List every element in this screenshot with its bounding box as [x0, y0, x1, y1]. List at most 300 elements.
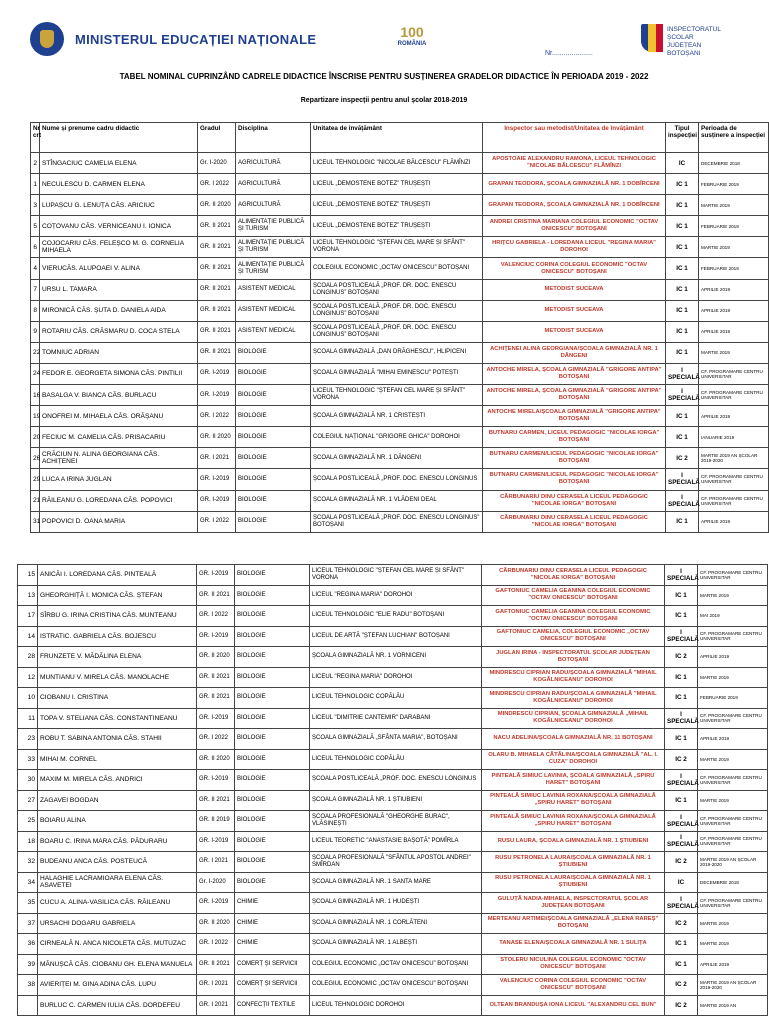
row-discipline: ALIMENTAȚIE PUBLICĂ ȘI TURISM	[236, 216, 311, 237]
row-grade: GR. II 2021	[197, 667, 235, 688]
row-nr: 38	[18, 975, 38, 996]
row-unit: ȘCOALA GIMNAZIALĂ NR. 1 CRISTEȘTI	[311, 406, 483, 427]
table-body-page2	[18, 565, 768, 1016]
row-unit: LICEUL TEHNOLOGIC "ȘTEFAN CEL MARE ȘI SFÂNT" VORONA	[310, 565, 482, 586]
row-period: APRILIE 2019	[698, 647, 768, 668]
table-row	[18, 626, 768, 647]
row-discipline: BIOLOGIE	[235, 729, 310, 750]
row-unit: ȘCOALA POSTLICEALĂ „PROF. DR. DOC. ENESCU LONGINUS” BOTOȘANI	[311, 279, 483, 300]
row-grade: GR. I-2019	[197, 770, 235, 791]
row-nr: 3	[31, 195, 40, 216]
romania-centenary-logo	[392, 24, 432, 58]
table-row	[31, 469, 769, 490]
row-type: IC 2	[665, 975, 698, 996]
row-grade: GR. I-2019	[198, 490, 236, 511]
row-nr: 11	[18, 708, 38, 729]
row-grade: GR. II 2021	[198, 321, 236, 342]
row-period: APRILIE 2019	[698, 954, 768, 975]
header-discipline: Disciplina	[236, 123, 311, 153]
row-nr: 6	[31, 237, 40, 258]
row-discipline: AGRICULTURĂ	[236, 195, 311, 216]
row-type: IC 1	[666, 195, 699, 216]
row-name: ANICĂI I. LOREDANA CĂS. PINTEALĂ	[38, 565, 197, 586]
ministry-name: MINISTERUL EDUCAȚIEI NAȚIONALE	[75, 32, 317, 47]
centenary-text: ROMÂNIA	[397, 41, 427, 47]
row-inspector: RUSU PETRONELA LAURA/ȘCOALA GIMNAZIALĂ NR. 1 ȘTIUBIENI	[482, 872, 665, 893]
row-unit: ȘCOALA GIMNAZIALĂ NR. 1 SANTA MARE	[310, 872, 482, 893]
row-grade: GR. I 2021	[198, 448, 236, 469]
header-name: Nume și prenume cadru didactic	[40, 123, 198, 153]
candidates-table-page2	[17, 564, 768, 1016]
row-inspector: VALENCIUC CORINA COLEGIUL ECONOMIC "OCTAV ONICESCU" BOTOȘANI	[483, 258, 666, 279]
row-unit: ȘCOALA GIMNAZIALĂ NR. 1 VLĂDENI DEAL	[311, 490, 483, 511]
row-name: LUPAȘCU G. LENUȚA CĂS. ARICIUC	[40, 195, 198, 216]
table-row	[18, 565, 768, 586]
row-inspector: GAFTONIUC CAMELIA GEANINA COLEGIUL ECONOMIC "OCTAV ONICESCU" BOTOȘANI	[482, 585, 665, 606]
row-type: IC 2	[665, 852, 698, 873]
row-nr: 16	[31, 385, 40, 406]
row-inspector: HRIȚCU GABRIELA - LOREDANA LICEUL "REGINA MARIA" DOROHOI	[483, 237, 666, 258]
row-nr: 31	[31, 511, 40, 532]
row-grade: GR. II 2021	[198, 216, 236, 237]
row-name: COJOCARIU CĂS. FELEȘCO M. G. CORNELIA MIHAELA	[40, 237, 198, 258]
row-discipline: BIOLOGIE	[235, 626, 310, 647]
row-inspector: MINDRESCU CIPRIAN RADU/ȘCOALA GIMNAZIALĂ "MIHAIL KOGĂLNICEANU" DOROHOI	[482, 667, 665, 688]
row-nr: 30	[18, 770, 38, 791]
row-unit: LICEUL TEHNOLOGIC "ȘTEFAN CEL MARE ȘI SFÂNT" VORONA	[311, 237, 483, 258]
row-discipline: AGRICULTURĂ	[236, 174, 311, 195]
table-row	[31, 216, 769, 237]
row-discipline: AGRICULTURĂ	[236, 153, 311, 174]
row-grade: GR. I 2022	[197, 606, 235, 627]
row-discipline: CHIMIE	[235, 913, 310, 934]
row-unit: ȘCOALA GIMNAZIALĂ „SFÂNTA MARIA", BOTOȘANI	[310, 729, 482, 750]
row-name: ZAGAVEI BOGDAN	[38, 790, 197, 811]
row-period: CF. PROGRAMARE CENTRU UNIVERSITAR	[699, 469, 769, 490]
row-inspector: ACHIȚENEI ALINA GEORGIANA/ȘCOALA GIMNAZIALĂ NR. 1 DĂNGENI	[483, 342, 666, 363]
row-period: DECEMBRIE 2018	[698, 872, 768, 893]
row-nr: 5	[31, 216, 40, 237]
row-unit: ȘCOALA POSTLICEALĂ „PROF. DR. DOC. ENESCU LONGINUS” BOTOȘANI	[311, 300, 483, 321]
row-name: GHEORGHIȚĂ I. MONICA CĂS. ȘTEFAN	[38, 585, 197, 606]
row-inspector: GULUȚĂ NADIA-MIHAELA, INSPECTORATUL ȘCOLAR JUDEȚEAN BOTOȘANI	[482, 893, 665, 914]
row-grade: GR. I 2022	[197, 934, 235, 955]
row-type: IC	[665, 872, 698, 893]
row-type: IC 2	[665, 913, 698, 934]
row-type: IC 1	[665, 606, 698, 627]
row-type: IC 1	[666, 237, 699, 258]
row-type: IC 1	[666, 321, 699, 342]
table-row	[18, 708, 768, 729]
row-nr: 29	[31, 469, 40, 490]
row-unit: ȘCOALA GIMNAZIALĂ NR. 1 DĂNGENI	[311, 448, 483, 469]
row-nr: 32	[18, 852, 38, 873]
table-row	[18, 667, 768, 688]
row-nr: 15	[18, 565, 38, 586]
row-name: FEDOR E. GEORGETA SIMONA CĂS. PINTILII	[40, 363, 198, 384]
table-header-row	[31, 123, 769, 153]
row-period: MARTIE 2019 AN ȘCOLAR 2019-2020	[699, 448, 769, 469]
row-inspector: BUTNARU CARMEN/LICEUL PEDAGOGIC "NICOLAE IORGA" BOTOȘANI	[483, 469, 666, 490]
row-period: APRILIE 2019	[699, 321, 769, 342]
row-nr: 10	[18, 688, 38, 709]
row-nr: 9	[31, 321, 40, 342]
row-grade: GR. II 2020	[197, 913, 235, 934]
row-discipline: BIOLOGIE	[235, 831, 310, 852]
row-discipline: BIOLOGIE	[235, 708, 310, 729]
row-unit: ȘCOALA POSTLICEALĂ „PROF. DOC. ENESCU LONGINUS” BOTOȘANI	[311, 511, 483, 532]
row-period: APRILIE 2019	[699, 406, 769, 427]
table-row	[18, 790, 768, 811]
row-discipline: BIOLOGIE	[236, 427, 311, 448]
row-period: FEBRUARIE 2019	[698, 688, 768, 709]
row-unit: LICEUL TEHNOLOGIC COPĂLĂU	[310, 749, 482, 770]
isj-line: ȘCOLAR	[667, 34, 694, 41]
row-name: CIRNEALĂ N. ANCA NICOLETA CĂS. MUTUZAC	[38, 934, 197, 955]
table-row	[31, 490, 769, 511]
row-grade: GR. I-2019	[198, 385, 236, 406]
row-unit: ȘCOALA POSTLICEALĂ „PROF. DOC. ENESCU LONGINUS	[310, 770, 482, 791]
row-type: I SPECIALĂ	[666, 469, 699, 490]
row-name: ROBU T. SABINA ANTONIA CĂS. STAHII	[38, 729, 197, 750]
row-period: APRILIE 2019	[699, 511, 769, 532]
row-inspector: RUSU PETRONELA LAURA/ȘCOALA GIMNAZIALĂ NR. 1 ȘTIUBIENI	[482, 852, 665, 873]
row-unit: LICEUL TEHNOLOGIC "ȘTEFAN CEL MARE ȘI SFÂNT" VORONA	[311, 385, 483, 406]
row-type: IC 1	[666, 342, 699, 363]
header-type: Tipul inspecției	[666, 123, 699, 153]
row-period: MARTIE 2019	[698, 934, 768, 955]
table-row	[18, 995, 768, 1016]
row-period: CF. PROGRAMARE CENTRU UNIVERSITAR	[698, 893, 768, 914]
row-inspector: JUGLAN IRINA - INSPECTORATUL ȘCOLAR JUDEȚEAN BOTOȘANI	[482, 647, 665, 668]
row-name: AVIERIȚEI M. GINA ADINA CĂS. LUPU	[38, 975, 197, 996]
document-header	[0, 0, 768, 70]
row-nr: 1	[31, 174, 40, 195]
row-period: MARTIE 2019	[698, 585, 768, 606]
row-inspector: METODIST SUCEAVA	[483, 279, 666, 300]
row-discipline: COMERȚ ȘI SERVICII	[235, 975, 310, 996]
row-nr: 35	[18, 893, 38, 914]
isj-emblem-icon	[641, 24, 663, 52]
row-inspector: GAFTONIUC CAMELIA, COLEGIUL ECONOMIC „OCTAV ONICESCU" BOTOȘANI	[482, 626, 665, 647]
row-period: IANUARIE 2019	[699, 427, 769, 448]
row-nr: 18	[18, 831, 38, 852]
row-type: IC 1	[665, 790, 698, 811]
row-unit: LICEUL TEHNOLOGIC "NICOLAE BĂLCESCU" FLĂMÎNZI	[311, 153, 483, 174]
row-period: APRILIE 2019	[699, 279, 769, 300]
row-name: BURLUC C. CARMEN IULIA CĂS. DORDEFEU	[38, 995, 197, 1016]
row-type: IC 2	[665, 647, 698, 668]
row-inspector: RUSU LAURA, ȘCOALA GIMNAZIALĂ NR. 1 ȘTIUBIENI	[482, 831, 665, 852]
row-grade: GR. I 2022	[197, 729, 235, 750]
row-name: TOPA V. STELIANA CĂS. CONSTANTINEANU	[38, 708, 197, 729]
row-type: I SPECIALĂ	[666, 363, 699, 384]
row-discipline: ALIMENTAȚIE PUBLICĂ ȘI TURISM	[236, 237, 311, 258]
row-grade: GR. II 2020	[198, 195, 236, 216]
row-grade: GR. II 2021	[198, 258, 236, 279]
row-discipline: ASISTENT MEDICAL	[236, 279, 311, 300]
row-name: MAXIM M. MIRELA CĂS. ANDRICI	[38, 770, 197, 791]
table-row	[31, 406, 769, 427]
row-discipline: ASISTENT MEDICAL	[236, 300, 311, 321]
row-type: IC 1	[666, 258, 699, 279]
row-grade: GR. II 2021	[197, 688, 235, 709]
row-grade: GR. II 2019	[197, 811, 235, 832]
row-unit: LICEUL TEHNOLOGIC DOROHOI	[310, 995, 482, 1016]
row-period: CF. PROGRAMARE CENTRU UNIVERSITAR	[699, 363, 769, 384]
row-unit: LICEUL „DEMOSTENE BOTEZ” TRUȘEȘTI	[311, 195, 483, 216]
row-period: MARTIE 2019 AN ȘCOLAR 2019-2020	[698, 975, 768, 996]
row-period: CF. PROGRAMARE CENTRU UNIVERSITAR	[698, 708, 768, 729]
row-unit: ȘCOALA PROFESIONALĂ "SFÂNTUL APOSTOL ANDREI" SMÎRDAN	[310, 852, 482, 873]
row-grade: GR. I 2021	[197, 995, 235, 1016]
row-unit: ȘCOALA GIMNAZIALĂ "MIHAI EMINESCU" POTEȘTI	[311, 363, 483, 384]
row-discipline: BIOLOGIE	[236, 363, 311, 384]
row-grade: GR. I 2022	[198, 511, 236, 532]
row-discipline: BIOLOGIE	[236, 448, 311, 469]
row-name: FRUNZETE V. MĂDĂLINA ELENA	[38, 647, 197, 668]
row-discipline: CONFECȚII TEXTILE	[235, 995, 310, 1016]
row-unit: ȘCOALA GIMNAZIALĂ NR. 1 ȘTIUBIENI	[310, 790, 482, 811]
row-type: I SPECIALĂ	[665, 565, 698, 586]
row-grade: Gr. I-2020	[198, 153, 236, 174]
row-period: APRILIE 2019	[698, 729, 768, 750]
header-nr: Nr crt	[31, 123, 40, 153]
row-discipline: BIOLOGIE	[235, 667, 310, 688]
row-unit: LICEUL TEHNOLOGIC "ELIE RADU" BOTOȘANI	[310, 606, 482, 627]
isj-name	[667, 26, 721, 58]
row-type: I SPECIALĂ	[665, 770, 698, 791]
isj-line: JUDEȚEAN	[667, 42, 702, 49]
table-row	[31, 174, 769, 195]
row-grade: GR. I 2021	[197, 852, 235, 873]
row-type: IC 1	[666, 279, 699, 300]
row-discipline: BIOLOGIE	[235, 749, 310, 770]
row-inspector: MINDRESCU CIPRIAN, ȘCOALA GIMNAZIALĂ „MIHAIL KOGĂLNICEANU" DOROHOI	[482, 708, 665, 729]
row-name: URSU L. TAMARA	[40, 279, 198, 300]
row-period: MARTIE 2019	[698, 790, 768, 811]
row-nr: 39	[18, 954, 38, 975]
row-grade: GR. II 2021	[198, 300, 236, 321]
row-grade: GR. I 2022	[198, 406, 236, 427]
row-nr: 13	[18, 585, 38, 606]
row-unit: COLEGIUL ECONOMIC „OCTAV ONICESCU” BOTOȘANI	[311, 258, 483, 279]
row-grade: GR. I-2019	[197, 893, 235, 914]
row-grade: GR. I-2019	[197, 831, 235, 852]
row-period: MARTIE 2019	[698, 913, 768, 934]
table-row	[31, 195, 769, 216]
row-name: MUNTIANU V. MIRELA CĂS. MANOLACHE	[38, 667, 197, 688]
row-inspector: VALENCIUC CORINA COLEGIUL ECONOMIC "OCTAV ONICESCU" BOTOȘANI	[482, 975, 665, 996]
table-row	[31, 511, 769, 532]
row-period: CF. PROGRAMARE CENTRU UNIVERSITAR	[699, 385, 769, 406]
row-period: MARTIE 2019 AN	[698, 995, 768, 1016]
row-discipline: COMERȚ ȘI SERVICII	[235, 954, 310, 975]
row-type: IC 1	[665, 667, 698, 688]
row-inspector: MERTEANU ARTIMEI/ȘCOALA GIMNAZIALĂ „ELENA RAREȘ" BOTOȘANI	[482, 913, 665, 934]
row-unit: LICEUL „DEMOSTENE BOTEZ” TRUȘEȘTI	[311, 216, 483, 237]
row-nr: 4	[31, 258, 40, 279]
row-period: FEBRUARIE 2019	[699, 258, 769, 279]
row-grade: Gr. I-2020	[197, 872, 235, 893]
table-row	[18, 647, 768, 668]
row-nr: 2	[31, 153, 40, 174]
row-discipline: BIOLOGIE	[235, 872, 310, 893]
row-inspector: ANTOCHE MIRELA, ȘCOALA GIMNAZIALĂ "GRIGORE ANTIPA" BOTOȘANI	[483, 385, 666, 406]
row-discipline: CHIMIE	[235, 934, 310, 955]
row-period: MARTIE 2019	[698, 667, 768, 688]
row-nr	[18, 995, 38, 1016]
row-period: CF. PROGRAMARE CENTRU UNIVERSITAR	[698, 626, 768, 647]
row-grade: GR. II 2021	[198, 237, 236, 258]
row-period: MARTIE 2019	[699, 195, 769, 216]
row-period: MARTIE 2019	[698, 749, 768, 770]
row-name: MIHAI M. CORNEL	[38, 749, 197, 770]
row-discipline: BIOLOGIE	[235, 585, 310, 606]
row-unit: ȘCOALA GIMNAZIALĂ NR. 1 ALBEȘTI	[310, 934, 482, 955]
row-name: BOARU C. IRINA MARA CĂS. PĂDURARU	[38, 831, 197, 852]
row-discipline: BIOLOGIE	[235, 647, 310, 668]
row-inspector: GAFTONIUC CAMELIA GEANINA COLEGIUL ECONOMIC "OCTAV ONICESCU" BOTOȘANI	[482, 606, 665, 627]
row-name: NECULESCU D. CARMEN ELENA	[40, 174, 198, 195]
table-row	[18, 852, 768, 873]
row-name: MĂNUȘCĂ CĂS. CIOBANU GH. ELENA MANUELA	[38, 954, 197, 975]
row-unit: LICEUL "REGINA MARIA" DOROHOI	[310, 585, 482, 606]
row-nr: 28	[18, 647, 38, 668]
row-unit: COLEGIUL NAȚIONAL "GRIGORE GHICA" DOROHOI	[311, 427, 483, 448]
row-unit: COLEGIUL ECONOMIC „OCTAV ONICESCU” BOTOȘANI	[310, 954, 482, 975]
row-nr: 17	[18, 606, 38, 627]
row-type: IC 2	[665, 749, 698, 770]
row-name: BUDEANU ANCA CĂS. POSTEUCĂ	[38, 852, 197, 873]
table-body-page1	[31, 153, 769, 533]
row-name: FECIUC M. CAMELIA CĂS. PRISACARIU	[40, 427, 198, 448]
row-name: TOMNIUC ADRIAN	[40, 342, 198, 363]
row-unit: ȘCOALA PROFESIONALĂ "GHEORGHE BURAC", VLĂSINEȘTI	[310, 811, 482, 832]
row-type: IC 1	[666, 300, 699, 321]
row-discipline: BIOLOGIE	[236, 406, 311, 427]
table-row	[18, 872, 768, 893]
row-period: MAI 2019	[698, 606, 768, 627]
row-grade: GR. I-2019	[197, 708, 235, 729]
row-inspector: PINTEALĂ SIMIUC LAVINIA, ȘCOALA GIMNAZIALĂ „SPIRU HARET" BOTOȘANI	[482, 770, 665, 791]
isj-line: BOTOȘANI	[667, 50, 701, 57]
row-nr: 27	[18, 790, 38, 811]
row-type: I SPECIALĂ	[666, 490, 699, 511]
row-inspector: GRAPAN TEODORA, ȘCOALA GIMNAZIALĂ NR. 1 DOBÎRCENI	[483, 195, 666, 216]
row-unit: ȘCOALA POSTLICEALĂ „PROF. DOC. ENESCU LONGINUS	[311, 469, 483, 490]
row-grade: GR. II 2021	[197, 954, 235, 975]
row-nr: 37	[18, 913, 38, 934]
row-name: CUCU A. ALINA-VASILICA CĂS. RĂILEANU	[38, 893, 197, 914]
row-type: IC 1	[666, 427, 699, 448]
row-inspector: ANTOCHE MIRELA, ȘCOALA GIMNAZIALĂ "GRIGORE ANTIPA" BOTOȘANI	[483, 363, 666, 384]
row-nr: 7	[31, 279, 40, 300]
table-row	[31, 237, 769, 258]
row-nr: 14	[18, 626, 38, 647]
row-inspector: ANTOCHE MIRELA/ȘCOALA GIMNAZIALĂ "GRIGORE ANTIPA" BOTOȘANI	[483, 406, 666, 427]
row-grade: GR. II 2021	[198, 342, 236, 363]
row-discipline: BIOLOGIE	[235, 565, 310, 586]
row-unit: ȘCOALA GIMNAZIALĂ „DAN DRĂGHESCU", HLIPICENI	[311, 342, 483, 363]
isj-line: INSPECTORATUL	[667, 26, 721, 33]
row-period: CF. PROGRAMARE CENTRU UNIVERSITAR	[698, 831, 768, 852]
row-discipline: CHIMIE	[235, 893, 310, 914]
row-nr: 24	[31, 363, 40, 384]
row-type: IC 1	[666, 174, 699, 195]
row-unit: ȘCOALA POSTLICEALĂ „PROF. DR. DOC. ENESCU LONGINUS” BOTOȘANI	[311, 321, 483, 342]
row-nr: 34	[18, 872, 38, 893]
row-grade: GR. II 2020	[197, 749, 235, 770]
row-inspector: METODIST SUCEAVA	[483, 300, 666, 321]
row-discipline: BIOLOGIE	[236, 342, 311, 363]
row-period: CF. PROGRAMARE CENTRU UNIVERSITAR	[698, 565, 768, 586]
row-type: I SPECIALĂ	[666, 385, 699, 406]
row-grade: GR. II 2020	[197, 647, 235, 668]
row-type: IC 1	[666, 406, 699, 427]
row-discipline: BIOLOGIE	[235, 852, 310, 873]
row-name: URSACHI DOGARU GABRIELA	[38, 913, 197, 934]
row-inspector: BUTNARU CARMEN/LICEUL PEDAGOGIC "NICOLAE IORGA" BOTOȘANI	[483, 448, 666, 469]
document-subtitle: Repartizare inspecții pentru anul școlar 2018-2019	[300, 97, 468, 104]
row-grade: GR. II 2020	[198, 427, 236, 448]
table-row	[18, 749, 768, 770]
table-row	[31, 153, 769, 174]
row-name: ROTARIU CĂS. CRĂSMARU D. COCA STELA	[40, 321, 198, 342]
row-type: IC 2	[666, 448, 699, 469]
row-grade: GR. I-2019	[198, 363, 236, 384]
row-inspector: ANDREI CRISTINA MARIANA COLEGIUL ECONOMIC "OCTAV ONICESCU" BOTOȘANI	[483, 216, 666, 237]
row-inspector: NACU ADELINA/ȘCOALA GIMNAZIALĂ NR. 11 BOTOȘANI	[482, 729, 665, 750]
row-discipline: BIOLOGIE	[236, 469, 311, 490]
table-row	[18, 688, 768, 709]
table-row	[18, 913, 768, 934]
row-name: COȚOVANU CĂS. VERNICEANU I. IONICA	[40, 216, 198, 237]
row-type: I SPECIALĂ	[665, 893, 698, 914]
row-name: SÎRBU G. IRINA CRISTINA CĂS. MUNTEANU	[38, 606, 197, 627]
row-inspector: BUTNARU CARMEN, LICEUL PEDAGOGIC "NICOLAE IORGA" BOTOȘANI	[483, 427, 666, 448]
row-type: I SPECIALĂ	[665, 708, 698, 729]
row-inspector: APOSTOAIE ALEXANDRU RAMONA, LICEUL TEHNOLOGIC "NICOLAE BĂLCESCU" FLĂMÎNZI	[483, 153, 666, 174]
row-period: APRILIE 2019	[699, 300, 769, 321]
row-name: HALAGHIE LACRAMIOARA ELENA CĂS. ASAVETEI	[38, 872, 197, 893]
row-grade: GR. I-2019	[198, 469, 236, 490]
row-name: CIOBANU I. CRISTINA	[38, 688, 197, 709]
row-period: FEBRUARIE 2019	[699, 216, 769, 237]
row-unit: LICEUL DE ARTĂ "ȘTEFAN LUCHIAN" BOTOȘANI	[310, 626, 482, 647]
row-nr: 22	[31, 342, 40, 363]
row-unit: LICEUL TEORETIC "ANASTASIE BAȘOTĂ" POMÎRLA	[310, 831, 482, 852]
table-row	[18, 954, 768, 975]
table-row	[18, 770, 768, 791]
row-nr: 20	[31, 427, 40, 448]
row-unit: ȘCOALA GIMNAZIALĂ NR. 1 VORNICENI	[310, 647, 482, 668]
row-grade: GR. I 2022	[198, 174, 236, 195]
row-discipline: BIOLOGIE	[236, 385, 311, 406]
row-discipline: ALIMENTAȚIE PUBLICĂ ȘI TURISM	[236, 258, 311, 279]
row-nr: 33	[18, 749, 38, 770]
row-period: MARTIE 2019	[699, 342, 769, 363]
row-inspector: CĂRBUNARIU DINU CERASELA LICEUL PEDAGOGIC "NICOLAE IORGA" BOTOȘANI	[483, 511, 666, 532]
table-row	[18, 606, 768, 627]
row-period: FEBRUARIE 2019	[699, 174, 769, 195]
row-name: POPOVICI D. OANA MARIA	[40, 511, 198, 532]
row-name: ONOFREI M. MIHAELA CĂS. ORĂȘANU	[40, 406, 198, 427]
row-type: IC 1	[666, 216, 699, 237]
centenary-number: 100	[400, 24, 424, 40]
table-row	[31, 448, 769, 469]
row-discipline: BIOLOGIE	[236, 511, 311, 532]
